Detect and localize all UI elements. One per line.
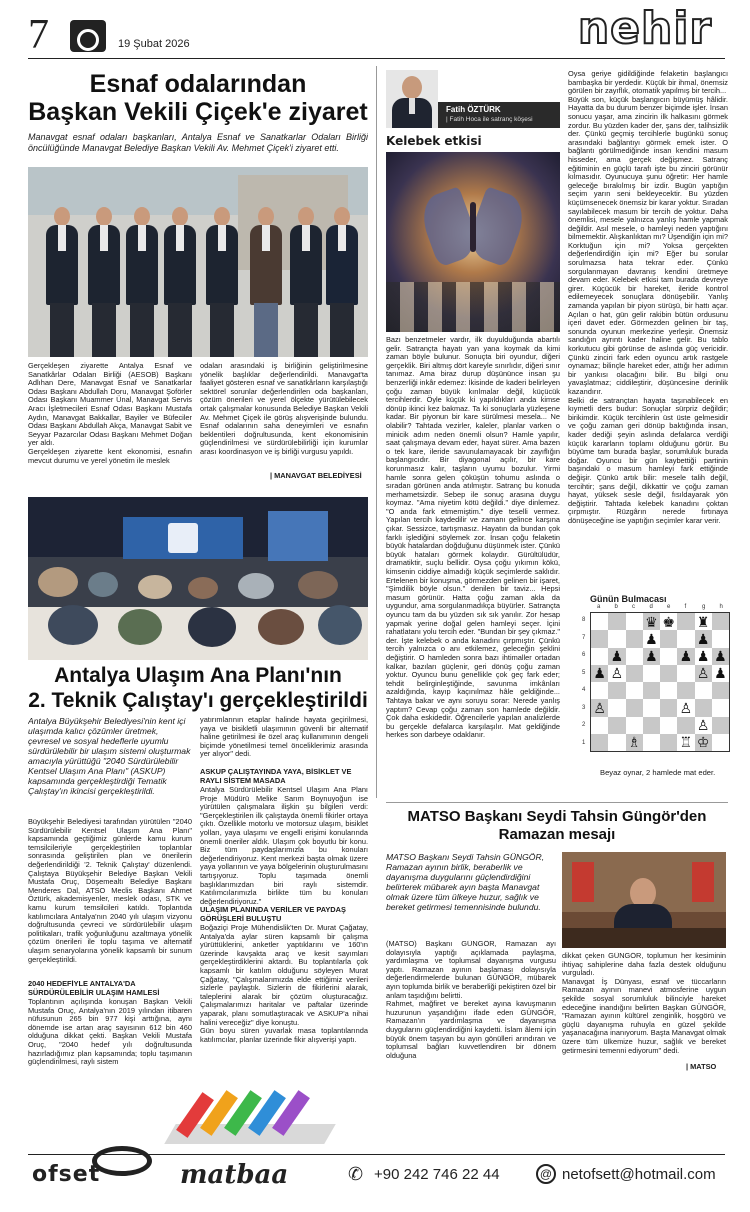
article4-lead: MATSO Başkanı Seydi Tahsin GÜNGÖR, Ramazan ayının birlik, beraberlik ve dayanışma duygularını güçlendirdiğini belirterek mübarek ayın başta Manavgat olmak üzere tüm ülkeye huzur, sağlık ve bereket getirmesi temennisinde bulundu. [386,852,545,912]
article2-col1: Büyükşehir Belediyesi tarafından yürütülen "2040 Sürdürülebilir Kentsel Ulaşım Ana Planı" kapsamında geçtiğimiz günlerde kamu kurum temsilcileriyle gerçekleştirilen toplantılar sonrasında geliştirilen plan ve önerilerin değerlendirildiği '2. Teknik Çalıştay' düzenlendi. Çalıştaya Büyükşehir Belediye Başkan Vekili Mustafa Oruç, Döşemealtı Belediye Başkanı Menderes Dal, ATSO Meclis Başkanı Ahmet Öztürk, akademisyenler, meslek odası, STK ve kamu kurum temsilcileri katıldı. Toplantıda katılımcılara Antalya'nın 2040 yılı ulaşım vizyonu doğrultusunda çevreci ve sürdürülebilir ulaşım politikaları, trafik yoğunluğunu azaltmaya yönelik çözüm önerileri ile toplu taşıma ve alternatif ulaşım senaryolarına yönelik kapsamlı bir sunum gerçekleştirildi. [28,818,192,964]
file-label: g [702,604,706,610]
article1-credit: | MANAVGAT BELEDİYESİ [270,471,362,480]
rank-label: 7 [582,634,586,641]
board-square-e7 [660,630,677,647]
article4-col1: (MATSO) Başkanı GÜNGÖR, Ramazan ayı dolayısıyla yaptığı açıklamada paylaşma, yardımlaşma ve toplumsal dayanışma vurgusu yaptı. Ramazan ayının başlaması dolayısıyla değerlendirmelerde bulunan GÜNGÖR, mübarek ayın toplumda birlik ve beraberliği pekiştiren özel bir anlam taşıdığını belirtti. Rahmet, mağfiret ve bereket ayına kavuşmanın huzurunun yaşandığını ifade eden GÜNGÖR, Ramazan'ın yardımlaşma ve dayanışma duygularını güçlendirdiğini kaydetti. İslam âlemi için büyük önem taşıyan bu ayın gönülleri arındıran ve toplumsal bağları kuvvetlendiren bir dönem olduğuna [386,940,556,1060]
ad-phone: +90 242 746 22 44 [374,1166,500,1183]
rank-label: 8 [582,617,586,623]
board-square-c5 [626,665,643,682]
article1-col1: Gerçekleşen ziyarette Antalya Esnaf ve Sanatkârlar Odaları Birliği (AESOB) Başkanı Adlıhan Dere, Manavgat Esnaf ve Sanatkarlar Odası Başkanı Abdullah Doru, Manavgat Şoförler Odası Başkanı Muammer Ünal, Manavgat Servis Aracı İşletmecileri Esnaf Odası Başkanı Mustafa Aydın, Manavgat Bakkallar, Bayiler ve Büfeciler Odası Başkanı Abdullah Akça, Manavgat Sabit ve Seyyar Pazarcılar Odası Başkanı Mehmet Doğan yer aldı. Gerçekleşen ziyarette kent ekonomisi, esnafın mevcut durumu ve yerel yönetim ile meslek [28,362,192,465]
article4-credit: | MATSO [686,1062,717,1071]
page-number: 7 [28,12,49,58]
board-square-a5: ♟ [591,665,608,682]
phone-icon: ✆ [348,1164,364,1184]
board-square-e3 [660,699,677,716]
board-square-g4 [695,682,712,699]
board-square-d3 [643,699,660,716]
board-square-e2 [660,717,677,734]
article4-photo [562,852,726,948]
puzzle-title: Günün Bulmacası [590,594,667,604]
article1-photo [28,167,368,357]
board-square-e6 [660,648,677,665]
article2-col1b: Toplantının açılışında konuşan Başkan Vekili Mustafa Oruç, Antalya'nın 2019 yılından itibaren nüfusunun 265 bin 977 kişi arttığına, aynı dönemde ise artan araç sayısının 612 bin 460 olduğuna dikkat çekti. Başkan Vekili Mustafa Oruç, "2040 hedef yılı doğrultusunda hazırladığımız plan kapsamında; toplu taşımanın güçlendirilmesi, raylı sistem [28,998,192,1067]
board-square-g8: ♜ [695,613,712,630]
board-square-f2 [677,717,694,734]
board-square-b2 [608,717,625,734]
board-square-d6: ♟ [643,648,660,665]
board-square-b5: ♙ [608,665,625,682]
article2-col2: yatırımlarının etaplar halinde hayata geçirilmesi, yaya ve bisikletli ulaşımının güvenli bir alternatif haline getirilmesi ile özel araç kullanımının dengeli biçimde yönetilmesi temel önceliklerimiz arasında yer alıyor" dedi. [200,716,368,759]
board-square-g1: ♔ [695,734,712,751]
author-role: | Fatih Hoca ile satranç köşesi [446,116,533,123]
board-square-h5: ♟ [712,665,729,682]
board-square-h3 [712,699,729,716]
article1-col2: odaları arasındaki iş birliğinin geliştirilmesine yönelik başlıklar değerlendirildi. Manavgat'ta faaliyet gösteren esnaf ve sanatkârların karşılaştığı sektörel sorunlar değerlendirilen oda başkanları, çözüm önerileri ve yerel ölçekte yürütülebilecek ortak çalışmalar konusunda Belediye Başkan Vekili Av. Mehmet Çiçek ile görüş alışverişinde bulundu. Esnaf odalarının saha deneyimleri ve esnafın beklentileri doğrultusunda, kent ekonomisinin güçlendirilmesi ve sürdürülebilirliği için kurumlar arası koordinasyon ve iş birliği vurgusu yapıldı. [200,362,368,456]
board-square-h2 [712,717,729,734]
logo-mark-icon [70,20,106,52]
board-square-b6: ♟ [608,648,625,665]
board-square-a6 [591,648,608,665]
article2-lead: Antalya Büyükşehir Belediyesi'nin kent içi ulaşımda kalıcı çözümler üretmek, çevresel ve sosyal hedeflerle uyumlu sürdürülebilir bir ulaşım sistemi oluşturmak amacıyla yürüttüğü "2040 Sürdürülebilir Kentsel Ulaşım Ana Planı" (ASKUP) kapsamında gerçekleştirdiği Tematik Çalıştay'ın ikincisi gerçekleştirildi. [28,716,191,796]
column-col2: Oysa geriye gidildiğinde felaketin başlangıcı bambaşka bir yerdedir. Küçük bir ihmal, önemsiz görülen bir zayıflık, otomatik yapılmış bir tercih... Büyük son, küçük başlangıcın büyümüş hâlidir. Hayatta da bu durum benzer biçimde işler. İnsan sonucu yaşar, ama zincirin ilk halkasını görmek zordur. Bu yüzden kader der, şans der, talihsizlik der. Çünkü geçmiş tercihlerle bugünkü sonuç arasındaki bağlantıyı görmek emek ister. O bağlantı görülmediğinde insan kendini masum hisseder, ama gerçek değişmez. Satranç eğitiminin en güçlü tarafı işte bu zinciri görünür kılmasıdır. Oyunucuya şunu öğretir: Her hamle geleceğe bırakılmış bir izdir. Bugün yaptığın seçim yarın seni bekleyecektir. Bu yüzden küçümsenecek önemsiz bir karar yoktur. Sıradan sayılabilecek masum bir tercih de yoktur. Daha önemlisi, mesele yalnızca yanlış hamle yapmak değildir. Asıl mesele, o hamleyi neden yaptığını bilmemektir. Alışkanlıktan mı? Üşendiğin için mi? Korktuğun için mi? Yoksa gerçekten değerlendirdiğin için mi? Eğer bu sorular sorulmazsa hata tekrar eder. Çünkü sorgulanmayan davranış kendini üretmeye devam eder. Kelebek etkisi tam burada devreye girer. Küçücük bir hareket, ileride kontrol edilemeyecek sonuçlara dönüşebilir. Yanlış zamanda yapılan bir piyon sürüşü, bir hattı açar. Açılan o hat, gün gelir rakibin bütün ordusunu içeri davet eder. Görmezden gelinen bir taş, sonunda oyunun merkezine yerleşir. Önemsiz sandığın ayrıntı kader haline gelir. Bu tablo korkutucu gibi görünse de aslında güç vericidir. Çünkü zinciri fark eden oyuncu artık rastgele oynamaz; bilinçle hareket eder, attığı her adımın bir yankısı olacağını bilir. Bu bilgi onu yavaşlatmaz; ciddileştirir, düşüncesine derinlik kazandırır. Belki de satrançtan hayata taşınabilecek en kıymetli ders budur: Sonuçlar sürpriz değildir; birikimdir. Küçük tercihlerin üst üste gelmesidir ve çoğu zaman geri dönüp baktığında insan, kader dediği şeyin aslında defalarca verdiği küçük kararların toplamı olduğunu görür. Bu büyüme tam burada başlar, sorumluluk burada doğar. Oyuncu bir gün kaybettiği partinin başındaki o masum hamleyi fark ettiğinde değişir. Çünkü artık bilir: mesele talih değil, tercihtir; şans değil, dikkattir ve çoğu zaman hayat, yüksek sesle değil, fısıldayarak yön değiştirir. Tahtada kelebek kanadını çoktan çırpmıştır. Rüzgârın nerede fırtınaya dönüşeceğine ise yaptığın seçimler karar verir. [568,70,728,525]
board-square-f5 [677,665,694,682]
puzzle-ranks [580,612,590,752]
board-square-d7: ♟ [643,630,660,647]
rank-label: 1 [582,739,586,746]
board-square-f8 [677,613,694,630]
pencils-graphic [170,1084,330,1156]
board-square-e8: ♚ [660,613,677,630]
board-square-e5 [660,665,677,682]
file-label: d [649,604,653,610]
board-square-b1 [608,734,625,751]
board-square-d4 [643,682,660,699]
board-square-f1: ♖ [677,734,694,751]
matso-top-rule [386,802,728,803]
author-photo [386,70,438,128]
email-icon: @ [536,1164,556,1184]
article1-title: Esnaf odalarından Başkan Vekili Çiçek'e ziyaret [28,70,368,126]
rank-label: 2 [582,722,586,728]
file-label: e [667,604,671,610]
board-square-b7 [608,630,625,647]
board-square-g5: ♙ [695,665,712,682]
article1-lead: Manavgat esnaf odaları başkanları, Antalya Esnaf ve Sanatkarlar Odaları Birliği öncülüğünde Manavgat Belediye Başkan Vekili Av. Mehmet Çiçek'i ziyaret etti. [28,132,368,153]
puzzle-caption: Beyaz oynar, 2 hamlede mat eder. [600,768,716,777]
board-square-a3: ♙ [591,699,608,716]
board-square-f4 [677,682,694,699]
file-label: a [597,604,601,610]
board-square-a4 [591,682,608,699]
board-square-h6: ♟ [712,648,729,665]
board-square-c8 [626,613,643,630]
chess-board [590,612,730,752]
board-square-g3 [695,699,712,716]
board-square-d2 [643,717,660,734]
column-title: Kelebek etkisi [386,134,482,148]
rank-label: 5 [582,669,586,676]
file-label: h [719,604,723,610]
article4-col2: dikkat çeken GÜNGÖR, toplumun her kesiminin ihtiyaç sahiplerine daha fazla destek olduğunu vurguladı. Manavgat İş Dünyası, esnaf ve tüccarların Ramazan ayının manevi atmosferine uygun şekilde sosyal sorumluluk bilinciyle hareket edeceğine inandığını belirten Başkan GÜNGÖR, "Ramazan ayının kültürel zenginlik, hoşgörü ve güçlü dayanışma ruhuyla en güzel şekilde yaşanacağına inanıyorum. Başta Manavgat olmak üzere tüm ülkemize huzur, sağlık ve bereket getirmesini temenni ediyorum" dedi. [562,952,726,1055]
ad-brand-top [28,1146,178,1190]
article4-title: MATSO Başkanı Seydi Tahsin Güngör'den Ramazan mesajı [407,808,707,843]
board-square-h7 [712,630,729,647]
article2-sub3: ULAŞIM PLANINDA VERİLER VE PAYDAŞ GÖRÜŞLERİ BULUŞTU [200,906,346,923]
article2-photo [28,497,368,660]
file-label: b [614,604,618,610]
board-square-a8 [591,613,608,630]
article2-col2b: Antalya Sürdürülebilir Kentsel Ulaşım Ana Planı Proje Müdürü Melike Sarım Boynuyoğun ise yürütülen çalışmalara ilişkin şu bilgileri verdi: "Gerçekleştirilen ilk çalıştayda önemli fikirler ortaya çıktı. Özellikle motorlu ve motorsuz ulaşım, bisiklet yolları, yaya ulaşımı ve engelli erişimi konularında önemli öneriler aldık. Ulaşım çok boyutlu bir konu. Biz tüm paydaşlarımızla bu konuları değerlendiriyoruz. Kent merkezi başta olmak üzere yaya yollarının ve yaya bölgelerinin oluşturulmasını tartışıyoruz. Toplu taşımada önemli başlıklarımızdan biri raylı sistemdir. Katılımcılarımızla birlikte tüm bu konuları değerlendiriyoruz." [200,786,368,906]
brand-logo: nehir [577,3,713,54]
board-square-a2 [591,717,608,734]
masthead-rule [28,58,725,59]
issue-date: 19 Şubat 2026 [118,38,190,50]
board-square-b4 [608,682,625,699]
board-square-a1 [591,734,608,751]
column-divider [376,66,377,798]
ad-brand-name: matbaa [180,1160,289,1190]
board-square-e4 [660,682,677,699]
file-label: f [684,604,687,610]
column-col1: Bazı benzetmeler vardır, ilk duyulduğunda abartılı gelir. Satrançta hayatı yan yana koymak da kimi zaman böyle bulunur. Sonuçta biri oyundur, diğeri gerçeklik. Biri altmış dört kareyle sınırlıdır, diğeri sınır tanımaz. Ama biraz durup düşününce insan şu benzerliği inkâr edemez: İkisinde de kaderi belirleyen çoğu zaman büyük kırılmalar değil, küçücük tercihlerdir. Öyle küçük ki yapıldıkları anda kimse dönüp ikinci kez bakmaz. Ta ki sonuçlarla yüzleşene kadar. Bir piyonun bir kare sürülmesi mesela... Ne olabilir? Tahtada vezirler, kaleler, planlar varken o minicik adım neden önemli olsun? Hamle yapılır, saat çalışmaya devam eder, hayat sürer. Ama bazen o tek kare, ileride savunulamayacak bir zayıflığın başlangıcıdır. Bir diyagonal açılır, bir kare korunmasız kalır, taşların uyumu bozulur. Yirmi hamle sonra gelen çöküşün tohumu aslında o sıradan görünen anda atılmıştır. Satranç bu konuda merhametsizdir. Sebep ile sonuç arasına duygu koymaz. "Ama niyetim kötü değildi." diye dinlemez. "O anda fark etmemiştim." diye teselli vermez. Yapılan tercih kaydedilir ve zamanı gelince karşına çıkar. Sessizce, tartışmasız. Hayatın da bundan çok farklı işlediğini söylemek zor. İnsan çoğu felaketin büyük hatalardan doğduğunu düşünmek ister. Çünkü büyük hataları görmek kolaydır. Gürültülüdür, dramatiktir, suçlu bellidir. Oysa çoğu yıkımın kökü, kimsenin ciddiye almadığı küçük seçimlerde saklıdır. Ertelenen bir konuşma, görmezden gelinen bir işaret, "Şimdilik böyle olsun." denilen bir taviz... Hepsi masum görünür. Hatta çoğu zaman akla da uygundur, ama sorgulanmadıkça büyürler. Satrançta oyuncu tam da bu yüzden sık sık yanılır. Zor hesap yapmak yerine doğal gelen hamleyi seçer. İçini rahatlatanı yolu tercih eder. "Bundan bir şey çıkmaz." der. İşte kelebek o anda kanadını çırpmıştır. Çünkü tercih yalnızca o anı etkilemez, geleceğin şeklini değiştirir. O hamleden sonra bazı ihtimaller ortadan kalkar, bazıları güçlenir, geri dönüş çoğu zaman yoktur. Oyuncu bunu genellikle çok geç fark eder; tehdit belirginleştiğinde, savunma imkânları azaldığında, kayıp kaçınılmaz hâle geldiğinde... Tahtaya bakar ve aynı soruyu sorar: Nerede yanlış yaptım? Cevap çoğu zaman son hamlede değildir. Çok daha eskidedir. Öğrencilerle yapılan analizlerde bu gerçekle defalarca karşılaşılır. Mat geldiğinde herkes son darbeye odaklanır. [386,336,560,740]
board-square-f3: ♙ [677,699,694,716]
masthead [0,0,750,64]
board-square-a7 [591,630,608,647]
print-ad [0,1082,750,1212]
author-name: Fatih ÖZTÜRK [446,105,501,114]
article2-title: Antalya Ulaşım Ana Planı'nın 2. Teknik Çalıştay'ı gerçekleştirildi [28,664,368,712]
board-square-c4 [626,682,643,699]
board-square-b3 [608,699,625,716]
board-square-h8 [712,613,729,630]
board-square-f7 [677,630,694,647]
ad-email: netofsett@hotmail.com [562,1166,716,1183]
board-square-c1: ♗ [626,734,643,751]
board-square-d8: ♛ [643,613,660,630]
board-square-b8 [608,613,625,630]
board-square-c6 [626,648,643,665]
article2-col2c: Boğaziçi Proje Mühendislik'ten Dr. Murat Çağatay, Antalya'da aylar süren kapsamlı bir çalışma yürüttüklerini, anketler yaptıklarını ve 160'ın üzerinde kavşakta araç ve kesit sayımları gerçekleştirdiklerini aktardı. Bu toplantılarla çok kapsamlı bir katılım olduğunu söyleyen Murat Çağatay, "Çalışmalarımızda elde ettiğimiz verileri sizlerle paylaştık. Sizlerin de fikirlerini alarak, taleplerini alarak bir çözüm oluşturacağız. Çalışmalarımızı haritalar ve paftalar üzerinde yaparak, planı somutlaştıracak ve ASKUP'a nihai halini vereceğiz" diye konuştu. Gün boyu süren yuvarlak masa toplantılarında katılımcılar, planlar üzerinde fikir alışverişi yaptı. [200,924,368,1044]
ad-brand-ofset: ofset [32,1162,101,1187]
author-bar [438,102,560,128]
file-label: c [632,604,635,610]
board-square-c2 [626,717,643,734]
board-square-d5 [643,665,660,682]
article2-sub1: 2040 HEDEFİYLE ANTALYA'DA SÜRDÜRÜLEBİLİR ULAŞIM HAMLESİ [28,980,160,997]
board-square-g7: ♟ [695,630,712,647]
board-square-g2: ♙ [695,717,712,734]
article2-sub2: ASKUP ÇALIŞTAYINDA YAYA, BİSİKLET VE RAYLI SİSTEM MASADA [200,768,352,785]
board-square-f6: ♟ [677,648,694,665]
butterfly-chess-photo [386,152,560,332]
rank-label: 6 [582,652,586,658]
rank-label: 4 [582,687,586,693]
board-square-g6: ♟ [695,648,712,665]
rank-label: 3 [582,704,586,711]
puzzle-files [590,604,730,612]
board-square-h1 [712,734,729,751]
board-square-e1 [660,734,677,751]
board-square-c7 [626,630,643,647]
board-square-d1 [643,734,660,751]
board-square-h4 [712,682,729,699]
board-square-c3 [626,699,643,716]
